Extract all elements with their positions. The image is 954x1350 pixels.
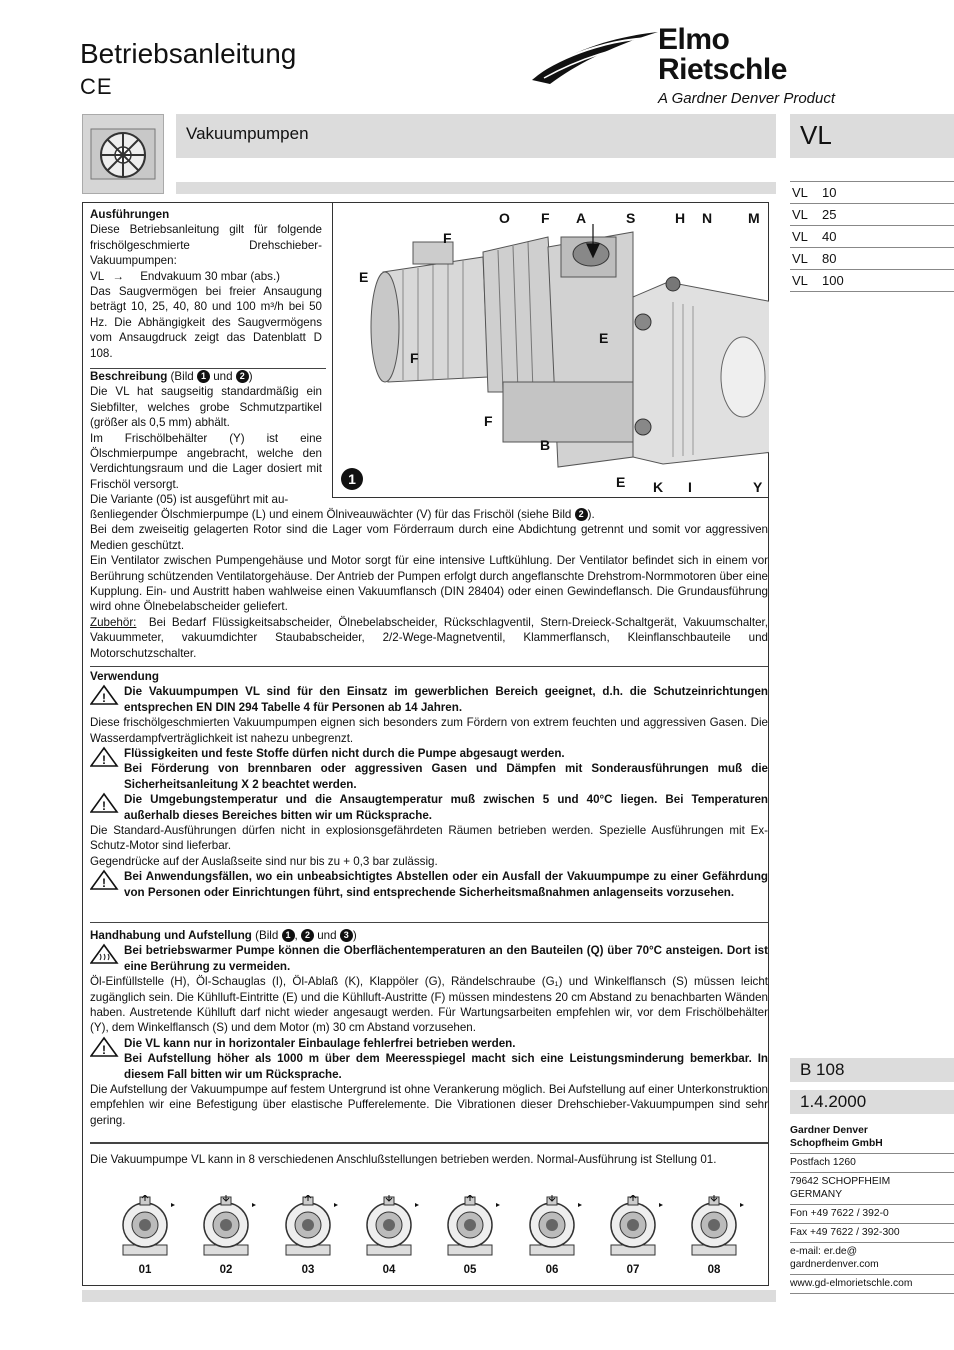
figure-label: O (499, 210, 510, 226)
figure-number-badge: 1 (341, 468, 363, 490)
ce-mark: CE (80, 74, 113, 99)
position-label: 07 (626, 1264, 640, 1276)
svg-text:!: ! (102, 799, 106, 814)
figure-label: Y (753, 479, 763, 495)
figure-label: F (484, 413, 493, 429)
website-link[interactable]: www.gd-elmorietschle.com (790, 1275, 954, 1294)
connection-position-diagram (194, 1195, 258, 1261)
footer-bar (82, 1290, 776, 1302)
list-item: VL 10 (790, 181, 954, 203)
figure-ref-badge: 1 (197, 370, 210, 383)
figure-ref-badge: 3 (340, 929, 353, 942)
section-title: Vakuumpumpen (186, 124, 309, 143)
figure-label: B (540, 437, 551, 453)
figure-ref-badge: 1 (282, 929, 295, 942)
position-label: 05 (463, 1264, 477, 1276)
connection-position-diagram (438, 1195, 502, 1261)
warning-block: ! Die VL kann nur in horizontaler Einbaulage fehlerfrei betrieben werden. Bei Aufstellung höher als 1000 m über dem Meeresspiegel macht sich eine Leistungsminderung bemerkbar. In diesem Fall bitten wir um Rücksprache. (90, 1036, 768, 1082)
connection-position-diagram (357, 1195, 421, 1261)
position-label: 01 (138, 1264, 152, 1276)
svg-text:!: ! (102, 876, 106, 891)
company-name: Gardner Denver Schopfheim GmbH (790, 1122, 954, 1154)
email[interactable]: e-mail: er.de@ gardnerdenver.com (790, 1243, 954, 1275)
list-item: VL 100 (790, 269, 954, 292)
figure-label: N (702, 210, 713, 226)
pump-illustration (333, 202, 769, 496)
connection-position-diagram (113, 1195, 177, 1261)
warning-icon (90, 746, 124, 792)
warning-block: ! Die Vakuumpumpen VL sind für den Einsatz im gewerblichen Bereich geeignet, d.h. die Schutzeinrichtungen entsprechen EN DIN 294 Tabelle 4 für Personen ab 14 Jahren. (90, 684, 768, 715)
document-title: Betriebsanleitung (80, 38, 297, 69)
position-label: 03 (301, 1264, 315, 1276)
handhabung-section: Handhabung und Aufstellung (Bild 1 , 2 und 3 ) Bei betriebswarmer Pumpe können die Oberflächentemperaturen an den Bauteilen (Q) über 70°C ansteigen. Dort ist eine Berührung zu vermeiden. Öl-Einfüllstelle (H), Öl-Schauglas (I), Öl-Ablaß (K), Klappöler (G), Rändelschraube (G₁) und Winkelflansch (S) müssen leicht zugänglich sein. Die Kühlluft-Eintritte (E) und die Kühlluft-Austritte (F) müssen mindestens 20 cm Abstand zu benachbarten Wänden haben. Austretende Kühlluft darf nicht wieder angesaugt werden. Für Wartungsarbeiten empfehlen wir, vor dem Frischölbehälter (Y), dem Winkelflansch (S) und dem Motor (m) 30 cm Abstand vorzusehen. ! Die VL kann nur in horizontaler Einbaulage fehlerfrei betrieben werden. Bei Aufstellung höher als 1000 m über dem Meeresspiegel macht sich eine Leistungsminderung bemerkbar. In diesem Fall bitten wir um Rücksprache. Die Aufstellung der Vakuumpumpe auf festem Untergrund ist ohne Verankerung möglich. Bei Aufstellung auf einer Unterkonstruktion empfehlen wir eine Befestigung über elastische Pufferelemente. Die Vibrationen dieser Drehschieber-Vakuumpumpen sind sehr gering. (90, 929, 768, 1127)
arrow-icon: → (112, 269, 124, 283)
warning-block: ! Bei Anwendungsfällen, wo ein unbeabsichtigtes Abstellen oder ein Ausfall der Vakuumpumpe zu einer Gefährdung von Personen oder Einrichtungen führt, sind entsprechende Sicherheitsmaßnahmen anlagenseits vorzusehen. (90, 869, 768, 900)
list-item: VL 25 (790, 203, 954, 225)
connection-position-diagram (601, 1195, 665, 1261)
figure-label: F (541, 210, 550, 226)
paragraph: Im Frischölbehälter (Y) ist eine Ölschmierpumpe angebracht, welche den Verdichtungsraum und die Lager dosiert mit Frischöl versorgt. (90, 431, 322, 491)
model-list (790, 181, 954, 292)
paragraph: Die Aufstellung der Vakuumpumpe auf festem Untergrund ist ohne Verankerung möglich. Bei Aufstellung auf einer Unterkonstruktion empfehlen wir eine Befestigung über elastische Pufferelemente. Die Vibrationen dieser Drehschieber-Vakuumpumpen sind sehr gering. (90, 1083, 768, 1127)
address: 79642 SCHOPFHEIM GERMANY (790, 1173, 954, 1205)
figure-ref-badge: 2 (301, 929, 314, 942)
figure-label: E (599, 330, 609, 346)
fax: Fax +49 7622 / 392-300 (790, 1224, 954, 1243)
section-heading: Beschreibung (90, 370, 168, 383)
ausfuehrungen-section (90, 207, 322, 361)
warning-icon (90, 869, 124, 900)
paragraph: Zubehör: Bei Bedarf Flüssigkeitsabscheider, Ölnebelabscheider, Rückschlagventil, Stern-Dreieck-Schaltgerät, Vakuumschalter, Vakuummeter, vakuumdichter Staubabscheider, 2/2-Wege-Magnetventil, Klammerflansch, Kleinflanschbauteile und Motorschutzschalter. (90, 615, 768, 660)
paragraph: Diese frischölgeschmierten Vakuumpumpen eignen sich besonders zum Fördern von extrem feuchten und aggressiven Gasen. Die Wasserdampfverträglichkeit ist nahezu unbegrenzt. (90, 716, 768, 745)
paragraph: Die Variante (05) ist ausgeführt mit au- (90, 493, 289, 507)
position-label: 04 (382, 1264, 396, 1276)
document-info (790, 1058, 954, 1294)
figure-label: I (688, 479, 692, 495)
connection-position-diagram (682, 1195, 746, 1261)
figure-label: E (616, 474, 626, 490)
list-item: VL 40 (790, 225, 954, 247)
svg-text:!: ! (102, 1042, 106, 1057)
paragraph: Diese Betriebsanleitung gilt für folgende frischölgeschmierte Drehschieber-Vakuumpumpen: (90, 223, 322, 268)
figure-ref-badge: 2 (575, 508, 588, 521)
figure-label: S (626, 210, 636, 226)
anschluss-text: Die Vakuumpumpe VL kann in 8 verschiedenen Anschlußstellungen betrieben werden. Normal-Ausführung ist Stellung 01. (90, 1153, 717, 1166)
brand-name-line2: Rietschle (658, 53, 787, 86)
figure-label: K (653, 479, 664, 495)
beschreibung-continuation: ßenliegender Ölschmierpumpe (L) und einem Ölniveauwächter (V) für das Frischöl (siehe Bild 2 ). Bei dem zweiseitig gelagerten Rotor sind die Lager vom Förderraum durch eine Abdichtung getrennt und somit vor aggressiven Medien geschützt. Ein Ventilator zwischen Pumpengehäuse und Motor sorgt für eine intensive Luftkühlung. Der Ventilator befindet sich in einem vor Berührung schützenden Ventilatorgehäuse. Der Antrieb der Pumpen erfolgt durch angeflanschte Drehstrom-Normmotoren über eine Kupplung. Ein- und Austritt haben wahlweise einen Vakuumflansch (DIN 28404) oder einen Gewindeflansch. Die Grundausführung wird ohne Ölnebelabscheider geliefert. Zubehör: Bei Bedarf Flüssigkeitsabscheider, Ölnebelabscheider, Rückschlagventil, Stern-Dreieck-Schaltgerät, Vakuumschalter, Vakuummeter, vakuumdichter Staubabscheider, 2/2-Wege-Magnetventil, Klammerflansch, Kleinflanschbauteile und Motorschutzschalter. (90, 508, 768, 660)
figure-ref-badge: 2 (236, 370, 249, 383)
doc-number: B 108 (790, 1058, 954, 1082)
section-header (176, 114, 776, 158)
warning-block: Bei betriebswarmer Pumpe können die Oberflächentemperaturen an den Bauteilen (Q) über 70°C ansteigen. Dort ist eine Berührung zu vermeiden. (90, 943, 768, 974)
figure-label: A (576, 210, 587, 226)
paragraph: Das Saugvermögen bei freier Ansaugung beträgt 10, 25, 40, 80 und 100 m³/h bei 50 Hz. Die Abhängigkeit des Saugvermögens vom Ansaugdruck zeigt das Datenblatt D 108. (90, 285, 322, 360)
pump-symbol-icon (82, 114, 164, 194)
swoosh-icon (530, 28, 660, 88)
connection-position-diagram (520, 1195, 584, 1261)
warning-icon (90, 1036, 124, 1082)
section-heading: Ausführungen (90, 208, 170, 221)
figure-label: F (410, 350, 419, 366)
position-label: 06 (545, 1264, 559, 1276)
phone: Fon +49 7622 / 392-0 (790, 1205, 954, 1224)
series-box (790, 114, 954, 158)
svg-text:!: ! (102, 753, 106, 768)
hot-surface-icon (90, 943, 124, 974)
warning-icon (90, 684, 124, 715)
warning-block: ! Flüssigkeiten und feste Stoffe dürfen nicht durch die Pumpe abgesaugt werden. Bei Förderung von brennbaren oder aggressiven Gasen und Dämpfen mit Sonderausführungen muß die Sicherheitsanleitung X 2 beachtet werden. (90, 746, 768, 792)
paragraph: Bei dem zweiseitig gelagerten Rotor sind die Lager vom Förderraum durch eine Abdichtung getrennt und somit vor aggressiven Medien geschützt. (90, 523, 768, 552)
position-label: 02 (219, 1264, 233, 1276)
doc-date: 1.4.2000 (790, 1090, 954, 1114)
figure-label: M (748, 210, 760, 226)
paragraph: Ein Ventilator zwischen Pumpengehäuse und Motor sorgt für eine intensive Luftkühlung. Der Ventilator befindet sich in einem vor Berührung schützenden Ventilatorgehäuse. Der Antrieb der Pumpen erfolgt durch angeflanschte Drehstrom-Normmotoren über eine Kupplung. Ein- und Austritt haben wahlweise einen Vakuumflansch (DIN 28404) oder einen Gewindeflansch. Die Grundausführung wird ohne Ölnebelabscheider geliefert. (90, 554, 768, 614)
brand-logo (530, 24, 850, 114)
connection-position-diagram (276, 1195, 340, 1261)
postfach: Postfach 1260 (790, 1154, 954, 1173)
beschreibung-section: Beschreibung (Bild 1 und 2 ) Die VL hat saugseitig standardmäßig ein Siebfilter, welches grobe Schmutzpartikel (größer als 0,5 mm) abhält. Im Frischölbehälter (Y) ist eine Ölschmierpumpe angebracht, welche den Verdichtungsraum und die Lager dosiert mit Frischöl versorgt. Die Variante (05) ist ausgeführt mit au- (90, 370, 322, 507)
series-label: VL (800, 120, 832, 150)
position-label: 08 (707, 1264, 721, 1276)
divider-bar (176, 182, 776, 194)
vl-line: VL → Endvakuum 30 mbar (abs.) (90, 269, 281, 283)
brand-subtitle: A Gardner Denver Product (658, 90, 836, 107)
paragraph: Gegendrücke auf der Auslaßseite sind nur bis zu + 0,3 bar zulässig. (90, 854, 438, 868)
list-item: VL 80 (790, 247, 954, 269)
figure-label: F (443, 230, 452, 246)
verwendung-section (90, 669, 768, 900)
paragraph: Die VL hat saugseitig standardmäßig ein Siebfilter, welches grobe Schmutzpartikel (größer als 0,5 mm) abhält. (90, 385, 322, 430)
paragraph: Die Standard-Ausführungen dürfen nicht in explosionsgefährdeten Räumen betrieben werden. Spezielle Ausführungen mit Ex-Schutz-Motor sind lieferbar. (90, 824, 768, 853)
brand-name-line1: Elmo (658, 23, 730, 56)
section-heading: Verwendung (90, 670, 159, 683)
figure-label: H (675, 210, 686, 226)
pump-figure (332, 202, 769, 498)
warning-block: ! Die Umgebungstemperatur und die Ansaugtemperatur muß zwischen 5 und 40°C liegen. Bei Temperaturen außerhalb dieses Bereiches bitten wir um Rücksprache. (90, 792, 768, 823)
paragraph: Öl-Einfüllstelle (H), Öl-Schauglas (I), Öl-Ablaß (K), Klappöler (G), Rändelschraube (G₁) und Winkelflansch (S) müssen leicht zugänglich sein. Die Kühlluft-Eintritte (E) und die Kühlluft-Austritte (F) müssen mindestens 20 cm Abstand zu benachbarten Wänden haben. Austretende Kühlluft darf nicht wieder angesaugt werden. Für Wartungsarbeiten empfehlen wir, vor dem Frischölbehälter (Y), dem Winkelflansch (S) und dem Motor (m) 30 cm Abstand vorzusehen. (90, 975, 768, 1035)
svg-text:!: ! (102, 691, 106, 706)
figure-label: E (359, 269, 369, 285)
warning-icon (90, 792, 124, 823)
section-heading: Handhabung und Aufstellung (90, 929, 252, 942)
